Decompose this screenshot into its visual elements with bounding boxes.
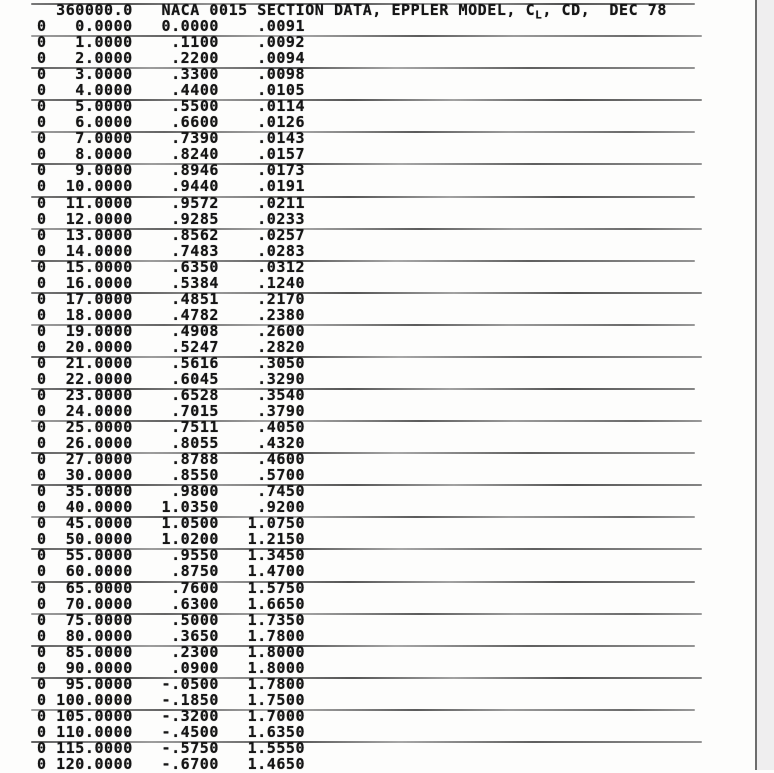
flag-cell: 0 <box>37 387 47 403</box>
alpha-cell: 120.0000 <box>47 756 133 772</box>
alpha-cell: 18.0000 <box>47 307 133 323</box>
cd-cell: 1.8000 <box>219 644 305 660</box>
table-row <box>0 18 774 34</box>
cd-cell: 1.6350 <box>219 724 305 740</box>
cl-cell: .5000 <box>133 612 219 628</box>
flag-cell: 0 <box>37 612 47 628</box>
cd-cell: .2820 <box>219 339 305 355</box>
cd-cell: .1240 <box>219 275 305 291</box>
cd-cell: 1.7500 <box>219 692 305 708</box>
flag-cell: 0 <box>37 18 47 34</box>
cl-cell: .8946 <box>133 162 219 178</box>
table-row <box>0 435 774 451</box>
flag-cell: 0 <box>37 34 47 50</box>
alpha-cell: 20.0000 <box>47 339 133 355</box>
cl-cell: 1.0350 <box>133 499 219 515</box>
page-right-edge <box>755 0 774 770</box>
cd-cell: 1.7800 <box>219 676 305 692</box>
flag-cell: 0 <box>37 660 47 676</box>
flag-cell: 0 <box>37 371 47 387</box>
cd-cell: .0157 <box>219 146 305 162</box>
cl-cell: .5384 <box>133 275 219 291</box>
flag-cell: 0 <box>37 451 47 467</box>
table-row <box>0 515 774 531</box>
cd-cell: .4600 <box>219 451 305 467</box>
cd-cell: .0191 <box>219 178 305 194</box>
flag-cell: 0 <box>37 499 47 515</box>
cl-cell: 0.0000 <box>133 18 219 34</box>
alpha-cell: 100.0000 <box>47 692 133 708</box>
cd-cell: .0105 <box>219 82 305 98</box>
flag-cell: 0 <box>37 130 47 146</box>
cl-cell: .9285 <box>133 211 219 227</box>
cl-cell: .6300 <box>133 596 219 612</box>
table-row <box>0 323 774 339</box>
table-row <box>0 692 774 708</box>
alpha-cell: 16.0000 <box>47 275 133 291</box>
cl-cell: 1.0500 <box>133 515 219 531</box>
cd-cell: .2600 <box>219 323 305 339</box>
cd-cell: .0211 <box>219 195 305 211</box>
cl-cell: .5616 <box>133 355 219 371</box>
page-title-text: NACA 0015 SECTION DATA, EPPLER MODEL, C <box>162 1 536 19</box>
flag-cell: 0 <box>37 515 47 531</box>
cd-cell: .3790 <box>219 403 305 419</box>
cl-cell: -.4500 <box>133 724 219 740</box>
table-row <box>0 419 774 435</box>
flag-cell: 0 <box>37 243 47 259</box>
flag-cell: 0 <box>37 580 47 596</box>
cd-cell: .0283 <box>219 243 305 259</box>
cl-cell: .9572 <box>133 195 219 211</box>
alpha-cell: 65.0000 <box>47 580 133 596</box>
cl-cell: .0900 <box>133 660 219 676</box>
cl-cell: .6045 <box>133 371 219 387</box>
page-title <box>162 2 667 18</box>
cl-cell: .5247 <box>133 339 219 355</box>
table-row <box>0 162 774 178</box>
cl-cell: .2300 <box>133 644 219 660</box>
table-row <box>0 531 774 547</box>
table-row <box>0 259 774 275</box>
alpha-cell: 55.0000 <box>47 547 133 563</box>
table-row <box>0 355 774 371</box>
cd-cell: 1.7000 <box>219 708 305 724</box>
cd-cell: .0092 <box>219 34 305 50</box>
table-row <box>0 178 774 194</box>
alpha-cell: 8.0000 <box>47 146 133 162</box>
table-row <box>0 146 774 162</box>
flag-cell: 0 <box>37 403 47 419</box>
alpha-cell: 4.0000 <box>47 82 133 98</box>
cd-cell: .0114 <box>219 98 305 114</box>
table-row <box>0 483 774 499</box>
flag-cell: 0 <box>37 628 47 644</box>
flag-cell: 0 <box>37 291 47 307</box>
table-row <box>0 339 774 355</box>
alpha-cell: 19.0000 <box>47 323 133 339</box>
alpha-cell: 85.0000 <box>47 644 133 660</box>
flag-cell: 0 <box>37 531 47 547</box>
alpha-cell: 11.0000 <box>47 195 133 211</box>
table-row <box>0 307 774 323</box>
alpha-cell: 24.0000 <box>47 403 133 419</box>
flag-cell: 0 <box>37 275 47 291</box>
table-row <box>0 580 774 596</box>
cl-cell: -.0500 <box>133 676 219 692</box>
alpha-cell: 3.0000 <box>47 66 133 82</box>
table-row <box>0 291 774 307</box>
cl-cell: .1100 <box>133 34 219 50</box>
cd-cell: .2170 <box>219 291 305 307</box>
flag-cell: 0 <box>37 644 47 660</box>
cd-cell: 1.8000 <box>219 660 305 676</box>
cd-cell: .0143 <box>219 130 305 146</box>
cl-cell: .7390 <box>133 130 219 146</box>
alpha-cell: 12.0000 <box>47 211 133 227</box>
page-title-subscript: L <box>535 9 542 22</box>
cd-cell: .0126 <box>219 114 305 130</box>
alpha-cell: 30.0000 <box>47 467 133 483</box>
alpha-cell: 2.0000 <box>47 50 133 66</box>
alpha-cell: 0.0000 <box>47 18 133 34</box>
table-row <box>0 371 774 387</box>
table-row <box>0 467 774 483</box>
cd-cell: .3050 <box>219 355 305 371</box>
alpha-cell: 9.0000 <box>47 162 133 178</box>
flag-cell: 0 <box>37 323 47 339</box>
flag-cell: 0 <box>37 162 47 178</box>
flag-cell: 0 <box>37 195 47 211</box>
alpha-cell: 80.0000 <box>47 628 133 644</box>
cd-cell: 1.4700 <box>219 563 305 579</box>
alpha-cell: 70.0000 <box>47 596 133 612</box>
table-row <box>0 612 774 628</box>
cd-cell: 1.7800 <box>219 628 305 644</box>
table-row <box>0 387 774 403</box>
flag-cell: 0 <box>37 50 47 66</box>
alpha-cell: 45.0000 <box>47 515 133 531</box>
cd-cell: .5700 <box>219 467 305 483</box>
alpha-cell: 23.0000 <box>47 387 133 403</box>
table-row <box>0 708 774 724</box>
table-row <box>0 211 774 227</box>
cd-cell: 1.5550 <box>219 740 305 756</box>
alpha-cell: 25.0000 <box>47 419 133 435</box>
cd-cell: .3540 <box>219 387 305 403</box>
table-row <box>0 660 774 676</box>
flag-cell: 0 <box>37 435 47 451</box>
flag-cell: 0 <box>37 676 47 692</box>
table-row <box>0 628 774 644</box>
alpha-cell: 50.0000 <box>47 531 133 547</box>
cd-cell: .9200 <box>219 499 305 515</box>
cd-cell: .0257 <box>219 227 305 243</box>
cl-cell: .4851 <box>133 291 219 307</box>
cd-cell: .0098 <box>219 66 305 82</box>
table-row <box>0 227 774 243</box>
table-row <box>0 547 774 563</box>
table-row <box>0 195 774 211</box>
cl-cell: .8750 <box>133 563 219 579</box>
flag-cell: 0 <box>37 756 47 772</box>
alpha-cell: 5.0000 <box>47 98 133 114</box>
cl-cell: -.3200 <box>133 708 219 724</box>
table-header-row <box>0 2 774 18</box>
alpha-cell: 27.0000 <box>47 451 133 467</box>
cl-cell: .8562 <box>133 227 219 243</box>
cd-cell: .0094 <box>219 50 305 66</box>
alpha-cell: 6.0000 <box>47 114 133 130</box>
flag-cell: 0 <box>37 178 47 194</box>
alpha-cell: 14.0000 <box>47 243 133 259</box>
table-row <box>0 98 774 114</box>
cd-cell: .2380 <box>219 307 305 323</box>
flag-cell: 0 <box>37 419 47 435</box>
table-row <box>0 499 774 515</box>
table-row <box>0 724 774 740</box>
table-row <box>0 403 774 419</box>
cl-cell: .2200 <box>133 50 219 66</box>
cl-cell: .7511 <box>133 419 219 435</box>
cl-cell: 1.0200 <box>133 531 219 547</box>
reynolds-number: 360000.0 <box>47 2 133 18</box>
flag-cell: 0 <box>37 211 47 227</box>
table-row <box>0 644 774 660</box>
cl-cell: .8550 <box>133 467 219 483</box>
table-row <box>0 740 774 756</box>
cl-cell: .8055 <box>133 435 219 451</box>
cl-cell: .9550 <box>133 547 219 563</box>
table-row <box>0 50 774 66</box>
cd-cell: 1.0750 <box>219 515 305 531</box>
cd-cell: 1.2150 <box>219 531 305 547</box>
flag-cell: 0 <box>37 339 47 355</box>
alpha-cell: 22.0000 <box>47 371 133 387</box>
alpha-cell: 60.0000 <box>47 563 133 579</box>
flag-cell: 0 <box>37 146 47 162</box>
table-row <box>0 275 774 291</box>
alpha-cell: 105.0000 <box>47 708 133 724</box>
alpha-cell: 95.0000 <box>47 676 133 692</box>
flag-cell: 0 <box>37 227 47 243</box>
flag-cell: 0 <box>37 563 47 579</box>
cl-cell: .8240 <box>133 146 219 162</box>
cl-cell: .6528 <box>133 387 219 403</box>
table-row <box>0 676 774 692</box>
flag-cell: 0 <box>37 66 47 82</box>
cl-cell: .7600 <box>133 580 219 596</box>
alpha-cell: 7.0000 <box>47 130 133 146</box>
flag-cell: 0 <box>37 98 47 114</box>
cl-cell: -.6700 <box>133 756 219 772</box>
alpha-cell: 1.0000 <box>47 34 133 50</box>
cd-cell: .4320 <box>219 435 305 451</box>
table-row <box>0 82 774 98</box>
cl-cell: .4908 <box>133 323 219 339</box>
alpha-cell: 40.0000 <box>47 499 133 515</box>
alpha-cell: 21.0000 <box>47 355 133 371</box>
cd-cell: .4050 <box>219 419 305 435</box>
flag-cell: 0 <box>37 740 47 756</box>
page-title-rest: , CD, DEC 78 <box>542 1 667 19</box>
cd-cell: 1.6650 <box>219 596 305 612</box>
flag-cell: 0 <box>37 547 47 563</box>
alpha-cell: 75.0000 <box>47 612 133 628</box>
table-row <box>0 114 774 130</box>
flag-cell: 0 <box>37 307 47 323</box>
alpha-cell: 17.0000 <box>47 291 133 307</box>
cl-cell: .4400 <box>133 82 219 98</box>
cl-cell: .8788 <box>133 451 219 467</box>
cl-cell: .3650 <box>133 628 219 644</box>
cd-cell: .0091 <box>219 18 305 34</box>
flag-cell: 0 <box>37 467 47 483</box>
flag-cell: 0 <box>37 596 47 612</box>
alpha-cell: 35.0000 <box>47 483 133 499</box>
alpha-cell: 15.0000 <box>47 259 133 275</box>
alpha-cell: 115.0000 <box>47 740 133 756</box>
flag-cell: 0 <box>37 114 47 130</box>
table-row <box>0 243 774 259</box>
cd-cell: 1.4650 <box>219 756 305 772</box>
cd-cell: .3290 <box>219 371 305 387</box>
cl-cell: .6600 <box>133 114 219 130</box>
alpha-cell: 90.0000 <box>47 660 133 676</box>
flag-cell: 0 <box>37 355 47 371</box>
cl-cell: .9440 <box>133 178 219 194</box>
flag-cell: 0 <box>37 692 47 708</box>
cl-cell: .5500 <box>133 98 219 114</box>
table-row <box>0 34 774 50</box>
cd-cell: 1.3450 <box>219 547 305 563</box>
flag-cell: 0 <box>37 724 47 740</box>
cd-cell: .0173 <box>219 162 305 178</box>
cl-cell: .6350 <box>133 259 219 275</box>
cd-cell: 1.5750 <box>219 580 305 596</box>
alpha-cell: 26.0000 <box>47 435 133 451</box>
cl-cell: -.1850 <box>133 692 219 708</box>
cl-cell: .7483 <box>133 243 219 259</box>
cd-cell: .0312 <box>219 259 305 275</box>
flag-cell: 0 <box>37 259 47 275</box>
alpha-cell: 110.0000 <box>47 724 133 740</box>
table-row <box>0 563 774 579</box>
cd-cell: .7450 <box>219 483 305 499</box>
flag-cell: 0 <box>37 483 47 499</box>
flag-cell: 0 <box>37 708 47 724</box>
table-row <box>0 66 774 82</box>
cl-cell: .4782 <box>133 307 219 323</box>
table-row <box>0 596 774 612</box>
cl-cell: .3300 <box>133 66 219 82</box>
table-row <box>0 451 774 467</box>
table-row <box>0 130 774 146</box>
alpha-cell: 10.0000 <box>47 178 133 194</box>
flag-cell: 0 <box>37 82 47 98</box>
cd-cell: .0233 <box>219 211 305 227</box>
alpha-cell: 13.0000 <box>47 227 133 243</box>
cl-cell: .7015 <box>133 403 219 419</box>
cl-cell: -.5750 <box>133 740 219 756</box>
cd-cell: 1.7350 <box>219 612 305 628</box>
cl-cell: .9800 <box>133 483 219 499</box>
